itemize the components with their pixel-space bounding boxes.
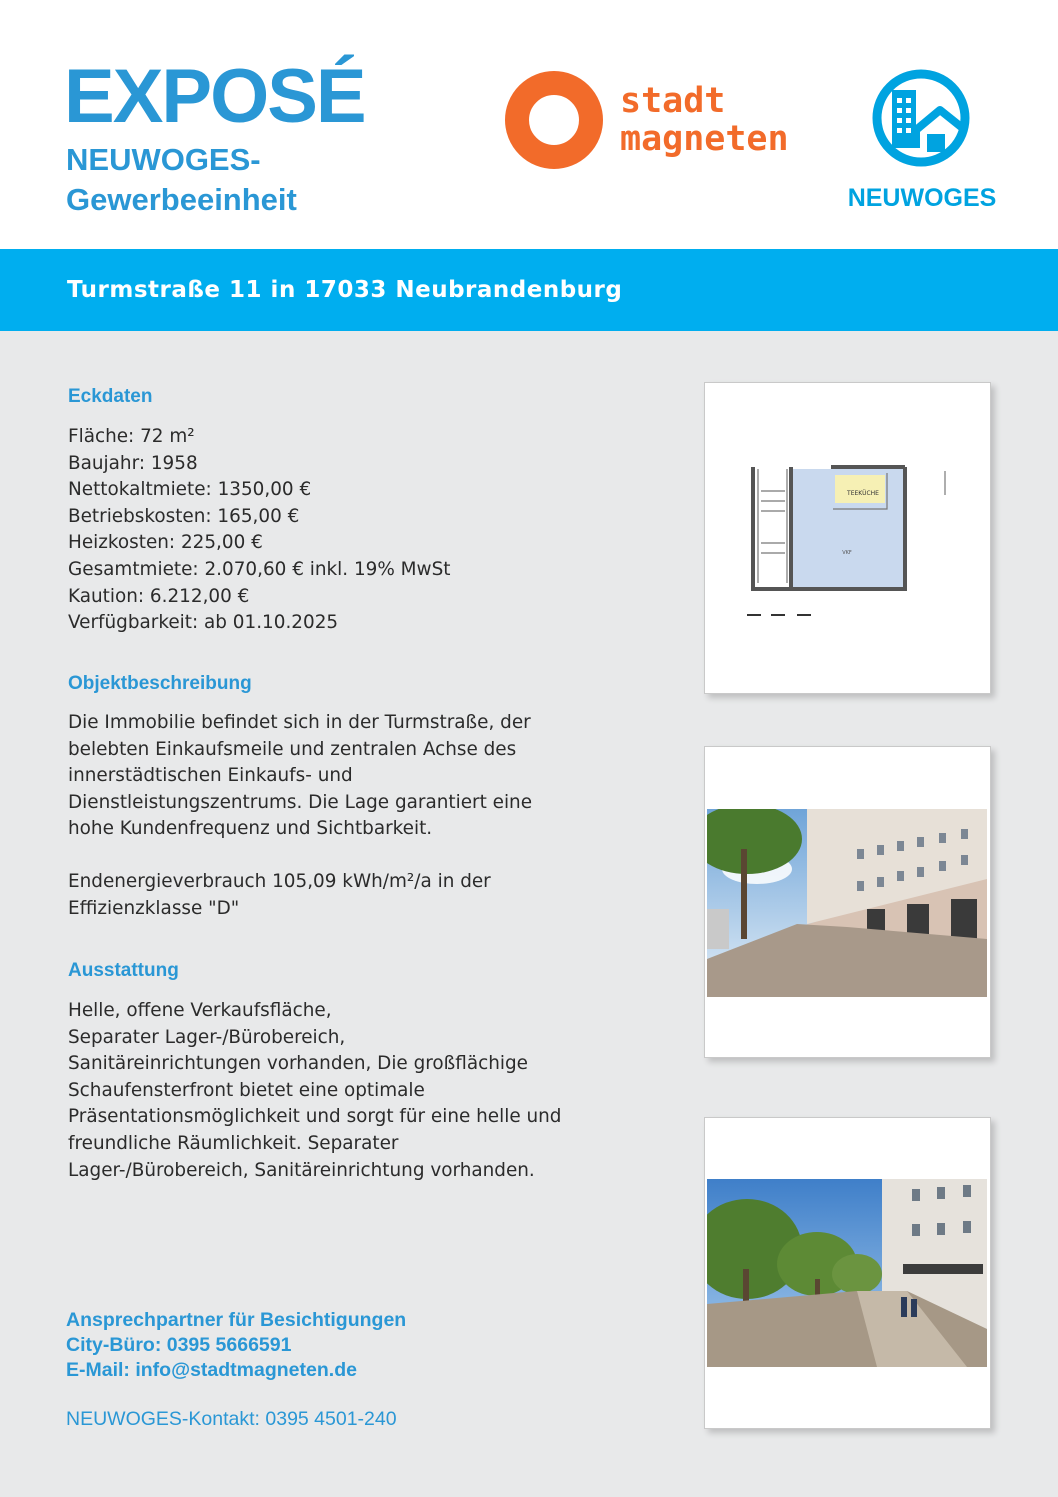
- floorplan-card[interactable]: [704, 382, 991, 694]
- ausstattung-line: Helle, offene Verkaufsfläche,: [68, 1000, 332, 1021]
- street-photo-card[interactable]: [704, 1117, 991, 1429]
- ausstattung-line: Präsentationsmöglichkeit und sorgt für eine helle und: [68, 1106, 562, 1128]
- subtitle-line: NEUWOGES-: [66, 142, 261, 177]
- neuwoges-logo: [845, 68, 1000, 218]
- house-icon: [927, 134, 945, 152]
- eckdaten-list: [68, 424, 450, 637]
- energy-text: [68, 869, 491, 922]
- eckdaten-item: Betriebskosten: 165,00 €: [68, 505, 300, 527]
- description-line: hohe Kundenfrequenz und Sichtbarkeit.: [68, 818, 433, 840]
- page-subtitle: [66, 140, 297, 220]
- description-line: innerstädtischen Einkaufs- und: [68, 765, 353, 787]
- contact-block: [66, 1308, 406, 1383]
- logo-text: NEUWOGES: [847, 184, 997, 212]
- floorplan-main-label: VKF: [842, 550, 852, 556]
- street-photo: [707, 809, 987, 997]
- contact-phone: City-Büro: 0395 5666591: [66, 1334, 292, 1356]
- eckdaten-item: Baujahr: 1958: [68, 452, 198, 474]
- contact-heading: Ansprechpartner für Besichtigungen: [66, 1309, 407, 1331]
- eckdaten-item: Gesamtmiete: 2.070,60 € inkl. 19% MwSt: [68, 558, 451, 580]
- logo-text-line: magneten: [620, 119, 789, 159]
- neuwoges-contact: NEUWOGES-Kontakt: 0395 4501-240: [66, 1408, 397, 1430]
- section-heading-ausstattung: Ausstattung: [68, 960, 179, 981]
- ausstattung-line: Sanitäreinrichtungen vorhanden, Die großflächige: [68, 1053, 528, 1075]
- section-heading-objektbeschreibung: Objektbeschreibung: [68, 673, 252, 694]
- street-photo: [707, 1179, 987, 1367]
- ausstattung-line: freundliche Räumlichkeit. Separater: [68, 1132, 399, 1154]
- energy-line: Effizienzklasse "D": [68, 897, 240, 919]
- header-area: [0, 0, 1058, 249]
- floorplan-room-label: TEEKÜCHE: [847, 490, 879, 497]
- floorplan-image: [705, 383, 990, 693]
- description-line: Die Immobilie befindet sich in der Turmstraße, der: [68, 712, 531, 733]
- eckdaten-item: Heizkosten: 225,00 €: [68, 532, 263, 554]
- logo-ring-icon: [517, 83, 591, 157]
- page-title: EXPOSÉ: [64, 54, 365, 139]
- ausstattung-line: Lager-/Bürobereich, Sanitäreinrichtung vorhanden.: [68, 1159, 535, 1181]
- logo-text-line: stadt: [620, 81, 726, 121]
- energy-line: Endenergieverbrauch 105,09 kWh/m²/a in der: [68, 871, 491, 892]
- description-line: Dienstleistungszentrums. Die Lage garantiert eine: [68, 791, 533, 813]
- ausstattung-line: Schaufensterfront bietet eine optimale: [68, 1079, 425, 1101]
- eckdaten-item: Verfügbarkeit: ab 01.10.2025: [68, 612, 339, 634]
- ausstattung-line: Separater Lager-/Bürobereich,: [68, 1026, 346, 1048]
- subtitle-line: Gewerbeeinheit: [66, 182, 297, 217]
- street-photo-card[interactable]: [704, 746, 991, 1058]
- section-heading-eckdaten: Eckdaten: [68, 386, 153, 407]
- eckdaten-item: Nettokaltmiete: 1350,00 €: [68, 479, 312, 501]
- objektbeschreibung-text: [68, 710, 532, 843]
- description-line: belebten Einkaufsmeile und zentralen Achse des: [68, 738, 517, 760]
- address: Turmstraße 11 in 17033 Neubrandenburg: [67, 277, 623, 303]
- stadtmagneten-logo: [505, 70, 835, 170]
- eckdaten-item: Kaution: 6.212,00 €: [68, 585, 250, 607]
- contact-email: E-Mail: info@stadtmagneten.de: [66, 1359, 357, 1381]
- eckdaten-item: Fläche: 72 m²: [68, 426, 195, 447]
- ausstattung-text: [68, 998, 561, 1184]
